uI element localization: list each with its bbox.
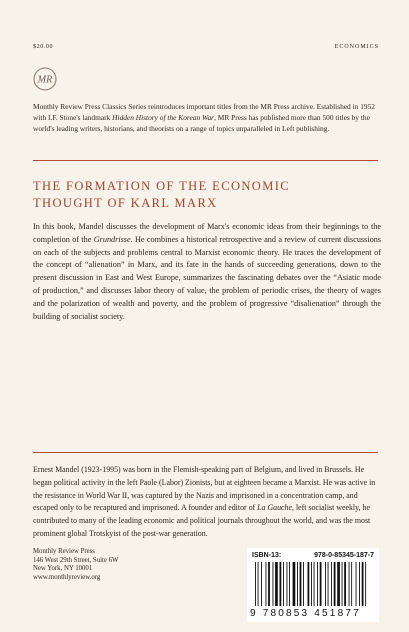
barcode-bar [356, 562, 357, 606]
barcode-bar [337, 562, 340, 606]
category-label: ECONOMICS [334, 44, 379, 50]
book-title [33, 178, 378, 212]
logo-text: MR [37, 74, 53, 86]
isbn-barcode [247, 548, 379, 622]
barcode-digits: 9 780853 451877 [250, 608, 361, 619]
barcode-bar [273, 562, 274, 606]
barcode-bar [349, 562, 350, 606]
author-bio [33, 464, 381, 541]
barcode-bar [320, 562, 322, 606]
barcode-bar [266, 562, 267, 606]
barcode-bar [308, 562, 310, 606]
title-line2: THOUGHT OF KARL MARX [33, 196, 218, 210]
barcode-bar [325, 562, 326, 606]
barcode-bar [275, 562, 278, 606]
barcode-bar [314, 562, 315, 606]
price: $20.00 [33, 44, 54, 50]
divider-top [33, 160, 378, 161]
barcode-bar [328, 562, 329, 606]
barcode-bar [258, 562, 259, 606]
title-line1: THE FORMATION OF THE ECONOMIC [33, 179, 291, 193]
barcode-bar [261, 562, 262, 606]
isbn-number: 978-0-85345-187-7 [314, 552, 374, 559]
barcode-bar [351, 562, 352, 606]
intro-book-title: Hidden History of the Korean War [112, 113, 215, 122]
bio-part1: Ernest Mandel (1923-1995) was born in the Flemish-speaking part of Belgium, and lived in Brussels. He began political activity in the left Paole (Labor) Zionists, but at eighteen became a Marxist. He was active in the resistance in World War II, was captured by the Nazis and imprisoned in a concentration camp, and escaped only to be recaptured and imprisoned. A founder and editor of [33, 465, 376, 513]
publisher-city: New York, NY 10001 [33, 565, 93, 573]
mr-press-logo [33, 67, 57, 91]
barcode-bar [342, 562, 343, 606]
barcode-bar [293, 562, 296, 606]
isbn-line [252, 552, 374, 559]
intro-part1: Monthly Review Press Classics Series reintroduces important titles from the MR Press archive. Established in 1952 with I.F. Stone's landmark [33, 102, 375, 122]
barcode-bar [344, 562, 346, 606]
publisher-name: Monthly Review Press [33, 548, 95, 555]
barcode-bar [311, 562, 312, 606]
barcode-bar [303, 562, 304, 606]
barcode-bar [268, 562, 270, 606]
bio-part2: , left socialist weekly, he contributed to many of the leading economic and political journals throughout the world, and was the most prominent global Trotskyist of the post-war generation. [33, 503, 371, 538]
barcode-bar [331, 562, 332, 606]
barcode-bar [289, 562, 290, 606]
bio-paper-title: La Gauche [257, 503, 293, 513]
barcode-bar [365, 562, 366, 606]
desc-part1: In this book, Mandel discusses the development of Marx's economic ideas from their beginnings to the completion of the [33, 222, 381, 244]
barcode-bar [280, 562, 282, 606]
barcode-bar [255, 562, 256, 606]
series-intro [33, 101, 378, 134]
publisher-website: www.monthlyreview.org [33, 573, 101, 581]
intro-part2: , MR Press has published more than 500 titles by the world's leading writers, historians, and theorists on a range of topics unparalleled in Left publishing. [33, 113, 370, 133]
desc-grundrisse: Grundrisse [93, 234, 131, 244]
divider-bottom [33, 452, 378, 453]
barcode-bars [253, 562, 373, 608]
publisher-street: 146 West 29th Street, Suite 6W [33, 556, 119, 564]
barcode-bar [300, 562, 302, 606]
isbn-label: ISBN-13: [252, 552, 282, 559]
barcode-bar [283, 562, 284, 606]
mr-logo-icon [33, 67, 57, 91]
barcode-bar [297, 562, 298, 606]
barcode-bar [334, 562, 336, 606]
desc-part2: . He combines a historical retrospective and a review of current discussions on each of the subjects and problems central to Marxist economic theory. He traces the development of the concept of “alienation” in Marx, and its fate in the hands of succeeding generations, down to the present discussion in East and West Europe, summarizes the fascinating debates over the “Asiatic mode of production,” and discusses labor theory of value, the problem of periodic crises, the theory of wages and the polarization of wealth and poverty, and the problem of progressive “disalienation” through the building of socialist society. [33, 234, 381, 321]
top-bar [33, 44, 379, 50]
publisher-address [33, 548, 118, 582]
barcode-bar [359, 562, 360, 606]
barcode-bar [317, 562, 318, 606]
barcode-bar [287, 562, 288, 606]
barcode-bar [362, 562, 364, 606]
book-description [33, 221, 381, 323]
